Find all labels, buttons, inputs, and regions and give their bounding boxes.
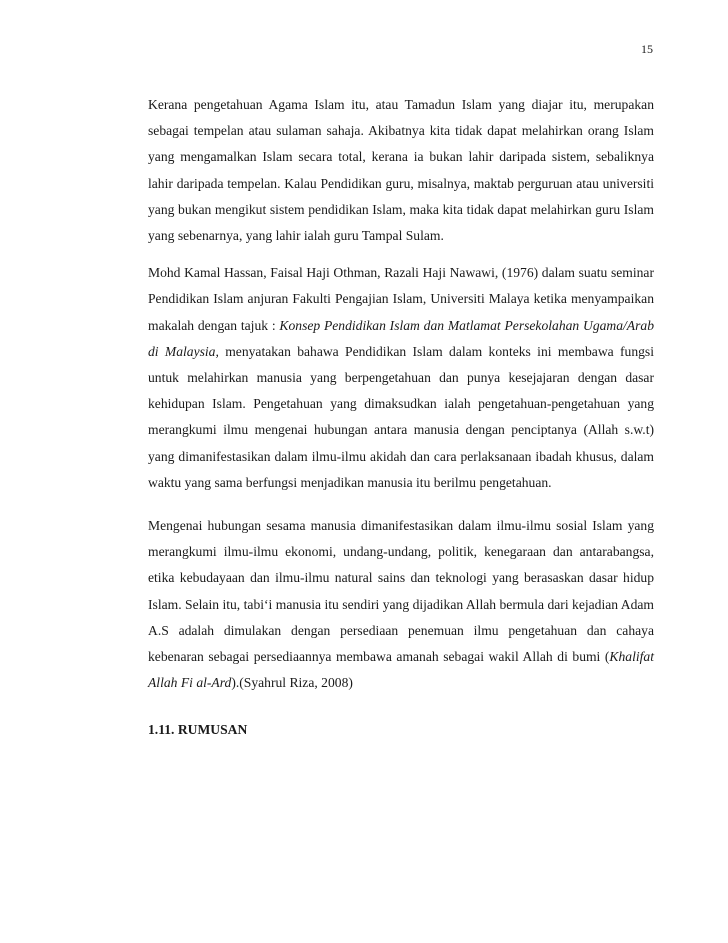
paragraph-hubungan-manusia xyxy=(148,513,654,696)
page-number: 15 xyxy=(641,42,653,56)
paragraph-text: Mohd Kamal Hassan, Faisal Haji Othman, Razali Haji Nawawi, (1976) dalam suatu seminar Pendidikan Islam anjuran Fakulti Pengajian Islam, Universiti Malaya ketika menyampaikan makalah dengan tajuk : xyxy=(148,265,654,333)
paragraph-text: Mengenai hubungan sesama manusia dimanifestasikan dalam ilmu-ilmu sosial Islam yang merangkumi ilmu-ilmu ekonomi, undang-undang, politik, kenegaraan dan antarabangsa, etika kebudayaan dan ilmu-ilmu natural sains dan teknologi yang berasaskan dasar hidup Islam. Selain itu, tabi‘i manusia itu sendiri yang dijadikan Allah bermula dari kejadian Adam A.S adalah dimulakan dengan persediaan penemuan ilmu pengetahuan dan cahaya kebenaran sebagai persediaannya membawa amanah sebagai wakil Allah di bumi ( xyxy=(148,518,654,665)
paragraph-kamal-hassan xyxy=(148,260,654,496)
paragraph-tampal-sulam: Kerana pengetahuan Agama Islam itu, atau Tamadun Islam yang diajar itu, merupakan sebagai tempelan atau sulaman sahaja. Akibatnya kita tidak dapat melahirkan orang Islam yang mengamalkan Islam secara total, kerana ia bukan lahir daripada sistem, sebaliknya lahir daripada tempelan. Kalau Pendidikan guru, misalnya, maktab perguruan atau universiti yang bukan mengikut sistem pendidikan Islam, maka kita tidak dapat melahirkan guru Islam yang sebenarnya, yang lahir ialah guru Tampal Sulam. xyxy=(148,97,654,244)
section-heading: 1.11. RUMUSAN xyxy=(148,722,248,738)
paragraph-text: ).(Syahrul Riza, 2008) xyxy=(231,675,353,691)
italic-term: Khalifat Allah Fi al-Ard xyxy=(148,649,654,691)
page-content xyxy=(148,92,654,743)
paper-title: Konsep Pendidikan Islam dan Matlamat Persekolahan Ugama/Arab di Malaysia, xyxy=(148,317,654,359)
paragraph-text: menyatakan bahawa Pendidikan Islam dalam konteks ini membawa fungsi untuk melahirkan manusia yang berpengetahuan dan punya kesejajaran dengan dasar kehidupan Islam. Pengetahuan yang dimaksudkan ialah pengetahuan-pengetahuan yang merangkumi ilmu mengenai hubungan antara manusia dengan penciptanya (Allah s.w.t) yang dimanifestasikan dalam ilmu-ilmu akidah dan cara perlaksanaan ibadah khusus, dalam waktu yang sama berfungsi menjadikan manusia itu berilmu pengetahuan. xyxy=(148,343,654,490)
